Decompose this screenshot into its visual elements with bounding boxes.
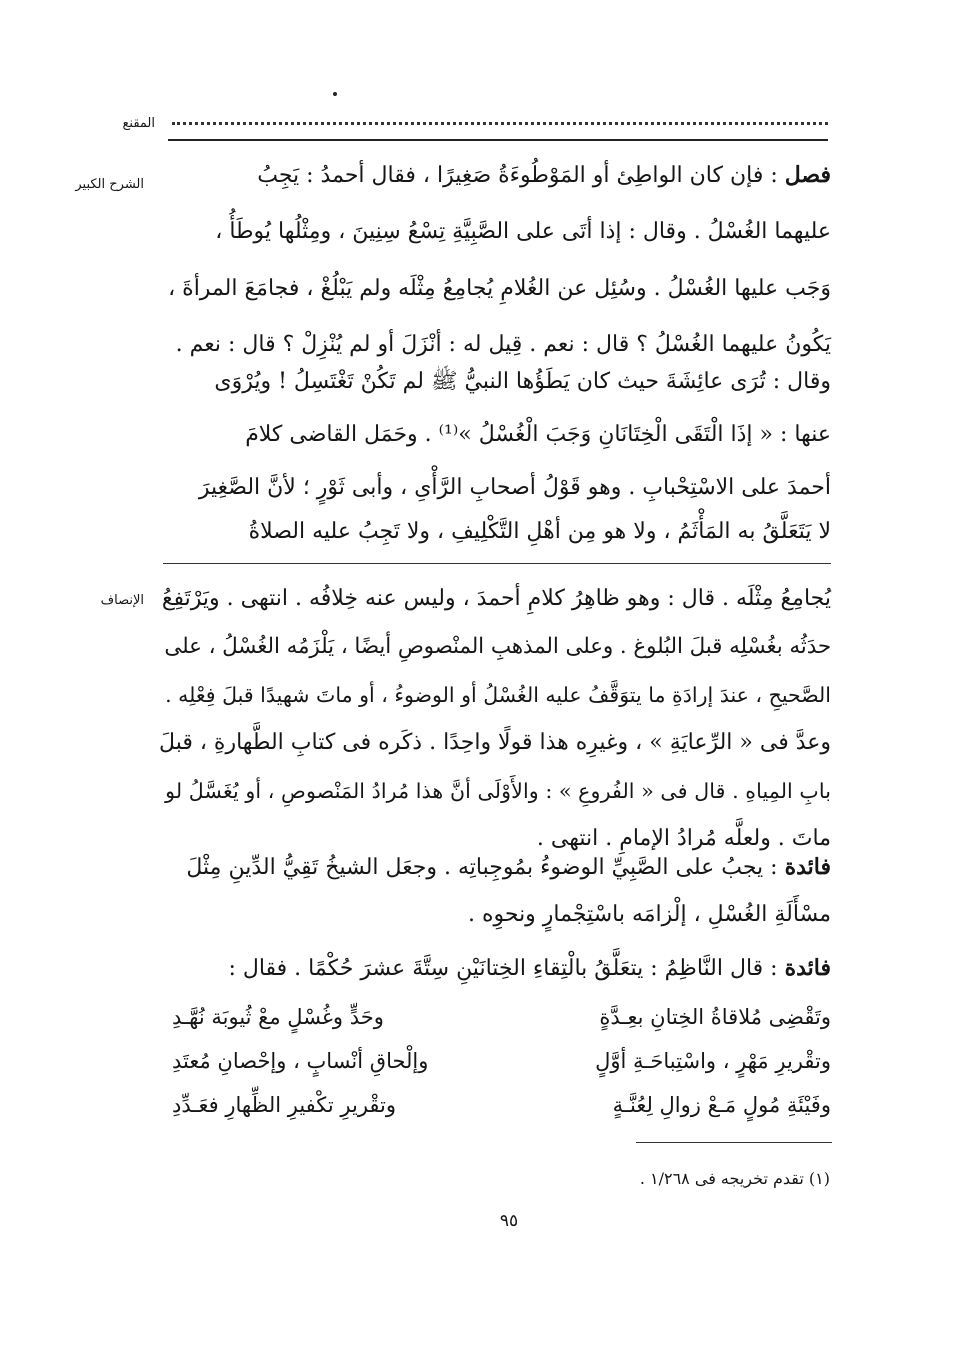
insaf-line: ماتَ . ولعلَّه مُرادُ الإمامِ . انتهى .	[536, 826, 831, 851]
fasl-heading: فصل	[784, 162, 831, 188]
faida-line	[186, 852, 831, 883]
poem-hemistich-right: وتَقْضِى مُلاقاةُ الخِتانِ بعِـدَّةٍ	[599, 1005, 831, 1029]
stray-dot	[333, 92, 337, 96]
sharh-line: يَكُونُ عليهما الغُسْلُ ؟ قال : نعم . قِيل له : أنْزَلَ أو لم يُنْزِلْ ؟ قال : نعم .	[175, 332, 831, 357]
sharh-line: عليهما الغُسْلُ . وقال : إذا أتَى على الصَّبِيَّةِ تِسْعُ سِنِينَ ، ومِثْلُها يُوطَأُ ،	[215, 219, 831, 244]
insaf-line: حدَثُه بغُسْلِه قبلَ البُلوغ . وعلى المذهبِ المنْصوصِ أيضًا ، يَلْزَمُه الغُسْلُ ، على	[164, 634, 831, 659]
insaf-line: يُجامِعُ مِثْلَه . قال : وهو ظاهِرُ كلامِ أحمدَ ، وليس عنه خِلافُه . انتهى . ويَرْتَفِعُ	[161, 586, 831, 611]
section-label-sharh: الشرح الكبير	[75, 177, 144, 192]
faida-1	[151, 852, 831, 942]
faida-heading: فائدة	[784, 955, 831, 981]
dotted-separator	[172, 122, 828, 125]
insaf-line: الصَّحيحِ ، عندَ إرادَةِ ما يتوَقَّفُ عليه الغُسْلُ أو الوضوءُ ، أو ماتَ شهيدًا قبلَ فِعْلِه .	[165, 683, 831, 707]
insaf-text	[151, 584, 831, 851]
sharh-text	[151, 160, 831, 560]
running-header-title: المقنع	[122, 116, 155, 131]
faida-heading: فائدة	[784, 854, 831, 880]
poem-hemistich-left: وتقْريرِ تكْفيرِ الظِّهارِ فعَـدِّدِ	[172, 1093, 397, 1117]
page-number: ٩٥	[499, 1211, 519, 1231]
faida-line-rest: : يجبُ على الصَّبِيِّ الوضوءُ بمُوجِباتِه . وجعَل الشيخُ تَقِيُّ الدِّينِ مِثْلَ	[186, 855, 785, 880]
section-label-insaf: الإنصاف	[100, 593, 144, 608]
poem-hemistich-left: وإلْحاقِ أنْسابٍ ، وإحْصانِ مُعتَدِ	[172, 1049, 429, 1073]
faida-line-rest: : قال النَّاظِمُ : يتعَلَّقُ بالْتِقاءِ الخِتانَيْنِ سِتَّةَ عشرَ حُكْمًا . فقال :	[228, 956, 785, 981]
sharh-line: عنها : « إذَا الْتَقَى الْخِتَانَانِ وَجَبَ الْغُسْلُ »⁽¹⁾ . وحَمَل القاضى كلامَ	[245, 422, 831, 447]
footnote: (١) تقدم تخريجه فى ١/٢٦٨ .	[639, 1169, 830, 1188]
sharh-line: لا يَتَعَلَّقُ به المَأْثَمُ ، ولا هو مِن أهْلِ التَّكْلِيفِ ، ولا تَجِبُ عليه الصلاةُ	[248, 519, 831, 544]
faida-2	[151, 953, 831, 993]
poem-hemistich-left: وحَدٍّ وغُسْلٍ معْ ثُيوبَة نُهَّـدِ	[172, 1005, 384, 1029]
poem-hemistich-right: وفَيْئَةِ مُولٍ مَـعْ زوالِ لِعُنَّـةٍ	[612, 1093, 831, 1117]
faida-line: مسْأَلَةِ الغُسْلِ ، إلْزامَه باسْتِجْمارٍ ونحوِه .	[467, 902, 831, 927]
section-divider	[163, 563, 831, 564]
faida-line	[228, 953, 831, 984]
sharh-line-rest: : فإن كان الواطِئ أو المَوْطُوءَةُ صَغِيرًا ، فقال أحمدُ : يَجِبُ	[257, 163, 785, 188]
sharh-line: وَجَب عليها الغُسْلُ . وسُئِل عن الغُلامِ يُجامِعُ مِثْلَه ولم يَبْلُغْ ، فجامَعَ المرأةَ ،	[168, 276, 831, 301]
sharh-line: أحمدَ على الاسْتِحْبابِ . وهو قَوْلُ أصحابِ الرَّأْىِ ، وأبى ثَوْرٍ ؛ لأنَّ الصَّغِيرَ	[198, 475, 831, 500]
insaf-line: وعدَّ فى « الرِّعايَةِ » ، وغيرِه هذا قولًا واحِدًا . ذكَره فى كتابِ الطَّهارةِ ، قبلَ	[159, 730, 831, 755]
insaf-line: بابِ المِياهِ . قال فى « الفُروعِ » : والأَوْلَى أنَّ هذا مُرادُ المَنْصوصِ ، أو يُغَسَّلُ لو	[165, 779, 831, 803]
sharh-line: وقال : تُرَى عائِشَةَ حيث كان يَطَؤُها النبيُّ ﷺ لم تَكُنْ تَغْتَسِلُ ! ويُرْوَى	[214, 369, 831, 394]
header-rule	[168, 139, 828, 141]
poem-hemistich-right: وتقْريرِ مَهْرٍ ، واسْتِباحَـةِ أوَّلٍ	[595, 1049, 831, 1073]
footnote-rule	[636, 1142, 832, 1143]
sharh-line	[257, 160, 831, 191]
